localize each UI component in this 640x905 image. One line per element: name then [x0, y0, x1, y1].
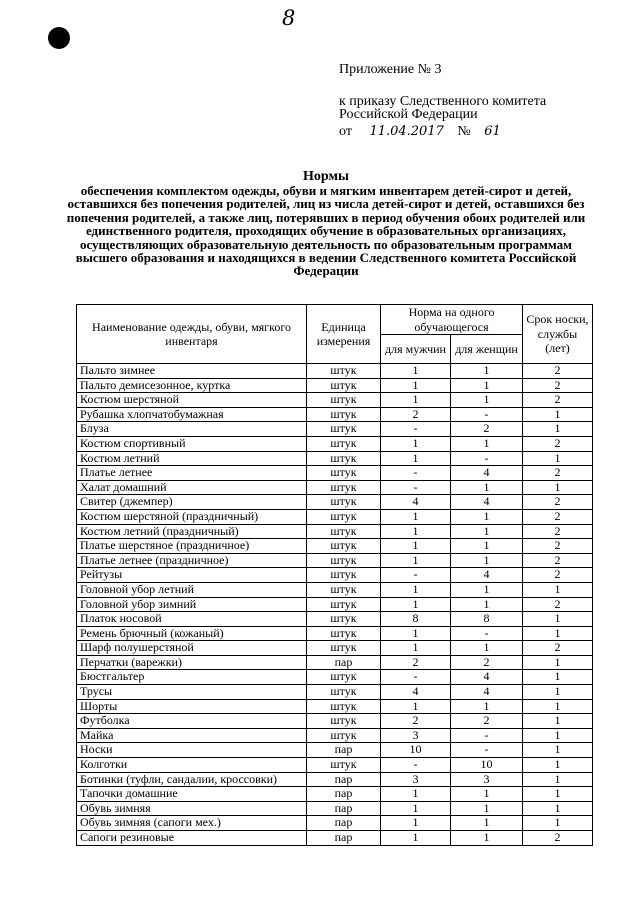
female-norm-cell: 1: [451, 787, 523, 802]
table-row: [77, 480, 593, 495]
item-name-cell: Трусы: [77, 685, 307, 700]
table-row: [77, 772, 593, 787]
unit-cell: штук: [307, 393, 381, 408]
item-name-cell: Пальто демисезонное, куртка: [77, 378, 307, 393]
unit-cell: штук: [307, 612, 381, 627]
item-name-cell: Колготки: [77, 758, 307, 773]
female-norm-cell: 1: [451, 582, 523, 597]
table-row: [77, 699, 593, 714]
male-norm-cell: 1: [381, 699, 451, 714]
unit-cell: штук: [307, 407, 381, 422]
term-cell: 2: [523, 553, 593, 568]
female-norm-cell: 1: [451, 539, 523, 554]
term-cell: 2: [523, 831, 593, 846]
item-name-cell: Головной убор летний: [77, 582, 307, 597]
term-cell: 1: [523, 626, 593, 641]
male-norm-cell: -: [381, 758, 451, 773]
male-norm-cell: 4: [381, 495, 451, 510]
male-norm-cell: 3: [381, 728, 451, 743]
item-name-cell: Халат домашний: [77, 480, 307, 495]
item-name-cell: Ботинки (туфли, сандалии, кроссовки): [77, 772, 307, 787]
item-name-cell: Ремень брючный (кожаный): [77, 626, 307, 641]
female-norm-cell: 1: [451, 364, 523, 379]
item-name-cell: Шорты: [77, 699, 307, 714]
term-cell: 1: [523, 743, 593, 758]
table-row: [77, 451, 593, 466]
term-cell: 2: [523, 568, 593, 583]
female-norm-cell: 1: [451, 393, 523, 408]
male-norm-cell: -: [381, 568, 451, 583]
unit-cell: штук: [307, 378, 381, 393]
male-norm-cell: 1: [381, 436, 451, 451]
unit-cell: пар: [307, 787, 381, 802]
female-norm-cell: 1: [451, 378, 523, 393]
term-cell: 2: [523, 509, 593, 524]
table-row: [77, 816, 593, 831]
term-cell: 1: [523, 699, 593, 714]
item-name-cell: Майка: [77, 728, 307, 743]
female-norm-cell: 4: [451, 568, 523, 583]
hole-punch-mark: [48, 27, 70, 49]
table-row: [77, 612, 593, 627]
unit-cell: пар: [307, 655, 381, 670]
male-norm-cell: 1: [381, 378, 451, 393]
item-name-cell: Костюм спортивный: [77, 436, 307, 451]
item-name-cell: Сапоги резиновые: [77, 831, 307, 846]
header-norm: Норма на одного обучающегося: [381, 305, 523, 335]
term-cell: 1: [523, 801, 593, 816]
unit-cell: штук: [307, 539, 381, 554]
table-row: [77, 422, 593, 437]
item-name-cell: Платье летнее: [77, 466, 307, 481]
unit-cell: штук: [307, 364, 381, 379]
term-cell: 2: [523, 378, 593, 393]
unit-cell: пар: [307, 772, 381, 787]
table-row: [77, 831, 593, 846]
male-norm-cell: 1: [381, 816, 451, 831]
number-prefix: №: [457, 124, 471, 139]
male-norm-cell: 2: [381, 655, 451, 670]
male-norm-cell: 2: [381, 407, 451, 422]
term-cell: 1: [523, 670, 593, 685]
table-row: [77, 436, 593, 451]
female-norm-cell: 1: [451, 509, 523, 524]
female-norm-cell: 4: [451, 670, 523, 685]
item-name-cell: Платье летнее (праздничное): [77, 553, 307, 568]
term-cell: 1: [523, 422, 593, 437]
term-cell: 1: [523, 655, 593, 670]
female-norm-cell: 10: [451, 758, 523, 773]
female-norm-cell: -: [451, 626, 523, 641]
male-norm-cell: 1: [381, 451, 451, 466]
female-norm-cell: 1: [451, 699, 523, 714]
unit-cell: штук: [307, 699, 381, 714]
table-row: [77, 743, 593, 758]
item-name-cell: Перчатки (варежки): [77, 655, 307, 670]
table-row: [77, 728, 593, 743]
item-name-cell: Рубашка хлопчатобумажная: [77, 407, 307, 422]
header-female: для женщин: [451, 335, 523, 364]
header-male: для мужчин: [381, 335, 451, 364]
female-norm-cell: 2: [451, 714, 523, 729]
unit-cell: штук: [307, 758, 381, 773]
table-row: [77, 597, 593, 612]
term-cell: 2: [523, 466, 593, 481]
unit-cell: штук: [307, 626, 381, 641]
male-norm-cell: 1: [381, 364, 451, 379]
document-title: Нормы: [303, 169, 349, 184]
term-cell: 2: [523, 364, 593, 379]
term-cell: 2: [523, 436, 593, 451]
male-norm-cell: -: [381, 480, 451, 495]
term-cell: 1: [523, 816, 593, 831]
male-norm-cell: 10: [381, 743, 451, 758]
term-cell: 1: [523, 728, 593, 743]
unit-cell: штук: [307, 509, 381, 524]
table-row: [77, 568, 593, 583]
unit-cell: штук: [307, 582, 381, 597]
item-name-cell: Платок носовой: [77, 612, 307, 627]
table-row: [77, 641, 593, 656]
unit-cell: штук: [307, 422, 381, 437]
term-cell: 2: [523, 539, 593, 554]
table-row: [77, 655, 593, 670]
table-row: [77, 714, 593, 729]
item-name-cell: Костюм шерстяной (праздничный): [77, 509, 307, 524]
table-row: [77, 524, 593, 539]
norms-table: [76, 304, 593, 846]
female-norm-cell: 4: [451, 466, 523, 481]
item-name-cell: Носки: [77, 743, 307, 758]
female-norm-cell: -: [451, 743, 523, 758]
unit-cell: штук: [307, 451, 381, 466]
order-date: 11.04.2017: [369, 124, 444, 139]
female-norm-cell: 4: [451, 495, 523, 510]
female-norm-cell: 1: [451, 597, 523, 612]
table-row: [77, 626, 593, 641]
table-row: [77, 539, 593, 554]
appendix-label: Приложение № 3: [339, 62, 442, 77]
item-name-cell: Бюстгальтер: [77, 670, 307, 685]
female-norm-cell: 1: [451, 524, 523, 539]
male-norm-cell: 1: [381, 787, 451, 802]
table-row: [77, 801, 593, 816]
order-reference: к приказу Следственного комитета Российской Федерации: [339, 94, 547, 122]
female-norm-cell: 3: [451, 772, 523, 787]
item-name-cell: Костюм летний (праздничный): [77, 524, 307, 539]
female-norm-cell: 1: [451, 436, 523, 451]
table-row: [77, 378, 593, 393]
item-name-cell: Тапочки домашние: [77, 787, 307, 802]
unit-cell: штук: [307, 568, 381, 583]
female-norm-cell: 1: [451, 801, 523, 816]
male-norm-cell: 4: [381, 685, 451, 700]
male-norm-cell: 1: [381, 524, 451, 539]
term-cell: 1: [523, 612, 593, 627]
male-norm-cell: 1: [381, 582, 451, 597]
header-term: Срок носки, службы (лет): [523, 305, 593, 364]
table-row: [77, 407, 593, 422]
female-norm-cell: -: [451, 407, 523, 422]
unit-cell: штук: [307, 480, 381, 495]
term-cell: 1: [523, 451, 593, 466]
table-row: [77, 670, 593, 685]
table-row: [77, 582, 593, 597]
female-norm-cell: 2: [451, 422, 523, 437]
female-norm-cell: 1: [451, 831, 523, 846]
item-name-cell: Головной убор зимний: [77, 597, 307, 612]
term-cell: 2: [523, 495, 593, 510]
male-norm-cell: 1: [381, 831, 451, 846]
table-row: [77, 509, 593, 524]
male-norm-cell: 1: [381, 553, 451, 568]
date-prefix: от: [339, 124, 352, 139]
item-name-cell: Шарф полушерстяной: [77, 641, 307, 656]
item-name-cell: Обувь зимняя: [77, 801, 307, 816]
unit-cell: пар: [307, 831, 381, 846]
table-row: [77, 466, 593, 481]
male-norm-cell: 1: [381, 597, 451, 612]
item-name-cell: Рейтузы: [77, 568, 307, 583]
term-cell: 2: [523, 524, 593, 539]
unit-cell: штук: [307, 466, 381, 481]
order-number: 61: [484, 124, 501, 139]
item-name-cell: Блуза: [77, 422, 307, 437]
item-name-cell: Платье шерстяное (праздничное): [77, 539, 307, 554]
male-norm-cell: 1: [381, 539, 451, 554]
term-cell: 1: [523, 714, 593, 729]
document-subtitle: обеспечения комплектом одежды, обуви и мягким инвентарем детей-сирот и детей, оставшихся без попечения родителей, лиц из числа детей-сирот и детей, оставшихся без попечения родителей, а также лиц, потерявших в период обучения обоих родителей или единственного родителя, проходящих обучение в образовательных организациях, осуществляющих образовательную деятельность по образовательным программам высшего образования и находящихся в ведении Следственного комитета Российской Федерации: [66, 183, 586, 279]
term-cell: 2: [523, 597, 593, 612]
unit-cell: штук: [307, 670, 381, 685]
item-name-cell: Пальто зимнее: [77, 364, 307, 379]
header-unit: Единица измерения: [307, 305, 381, 364]
unit-cell: штук: [307, 714, 381, 729]
unit-cell: штук: [307, 685, 381, 700]
female-norm-cell: -: [451, 451, 523, 466]
unit-cell: штук: [307, 553, 381, 568]
term-cell: 1: [523, 582, 593, 597]
unit-cell: штук: [307, 641, 381, 656]
item-name-cell: Футболка: [77, 714, 307, 729]
male-norm-cell: -: [381, 466, 451, 481]
term-cell: 2: [523, 393, 593, 408]
term-cell: 1: [523, 787, 593, 802]
unit-cell: штук: [307, 495, 381, 510]
page-number: 8: [282, 6, 296, 30]
male-norm-cell: 1: [381, 801, 451, 816]
female-norm-cell: 1: [451, 480, 523, 495]
male-norm-cell: -: [381, 422, 451, 437]
female-norm-cell: 1: [451, 553, 523, 568]
unit-cell: пар: [307, 816, 381, 831]
table-row: [77, 553, 593, 568]
unit-cell: штук: [307, 728, 381, 743]
item-name-cell: Свитер (джемпер): [77, 495, 307, 510]
female-norm-cell: 4: [451, 685, 523, 700]
norms-table-body: [77, 364, 593, 846]
male-norm-cell: 3: [381, 772, 451, 787]
unit-cell: штук: [307, 597, 381, 612]
term-cell: 1: [523, 407, 593, 422]
male-norm-cell: 1: [381, 393, 451, 408]
table-row: [77, 393, 593, 408]
unit-cell: штук: [307, 524, 381, 539]
table-row: [77, 787, 593, 802]
header-item-name: Наименование одежды, обуви, мягкого инвентаря: [77, 305, 307, 364]
table-row: [77, 364, 593, 379]
male-norm-cell: 1: [381, 626, 451, 641]
unit-cell: пар: [307, 801, 381, 816]
table-row: [77, 685, 593, 700]
term-cell: 1: [523, 758, 593, 773]
item-name-cell: Костюм шерстяной: [77, 393, 307, 408]
female-norm-cell: -: [451, 728, 523, 743]
male-norm-cell: 8: [381, 612, 451, 627]
table-row: [77, 495, 593, 510]
male-norm-cell: 1: [381, 509, 451, 524]
order-date-line: [339, 124, 501, 140]
male-norm-cell: -: [381, 670, 451, 685]
term-cell: 1: [523, 480, 593, 495]
female-norm-cell: 1: [451, 641, 523, 656]
item-name-cell: Обувь зимняя (сапоги мех.): [77, 816, 307, 831]
term-cell: 1: [523, 772, 593, 787]
table-row: [77, 758, 593, 773]
female-norm-cell: 8: [451, 612, 523, 627]
female-norm-cell: 1: [451, 816, 523, 831]
male-norm-cell: 2: [381, 714, 451, 729]
unit-cell: пар: [307, 743, 381, 758]
item-name-cell: Костюм летний: [77, 451, 307, 466]
term-cell: 2: [523, 641, 593, 656]
male-norm-cell: 1: [381, 641, 451, 656]
term-cell: 1: [523, 685, 593, 700]
female-norm-cell: 2: [451, 655, 523, 670]
unit-cell: штук: [307, 436, 381, 451]
